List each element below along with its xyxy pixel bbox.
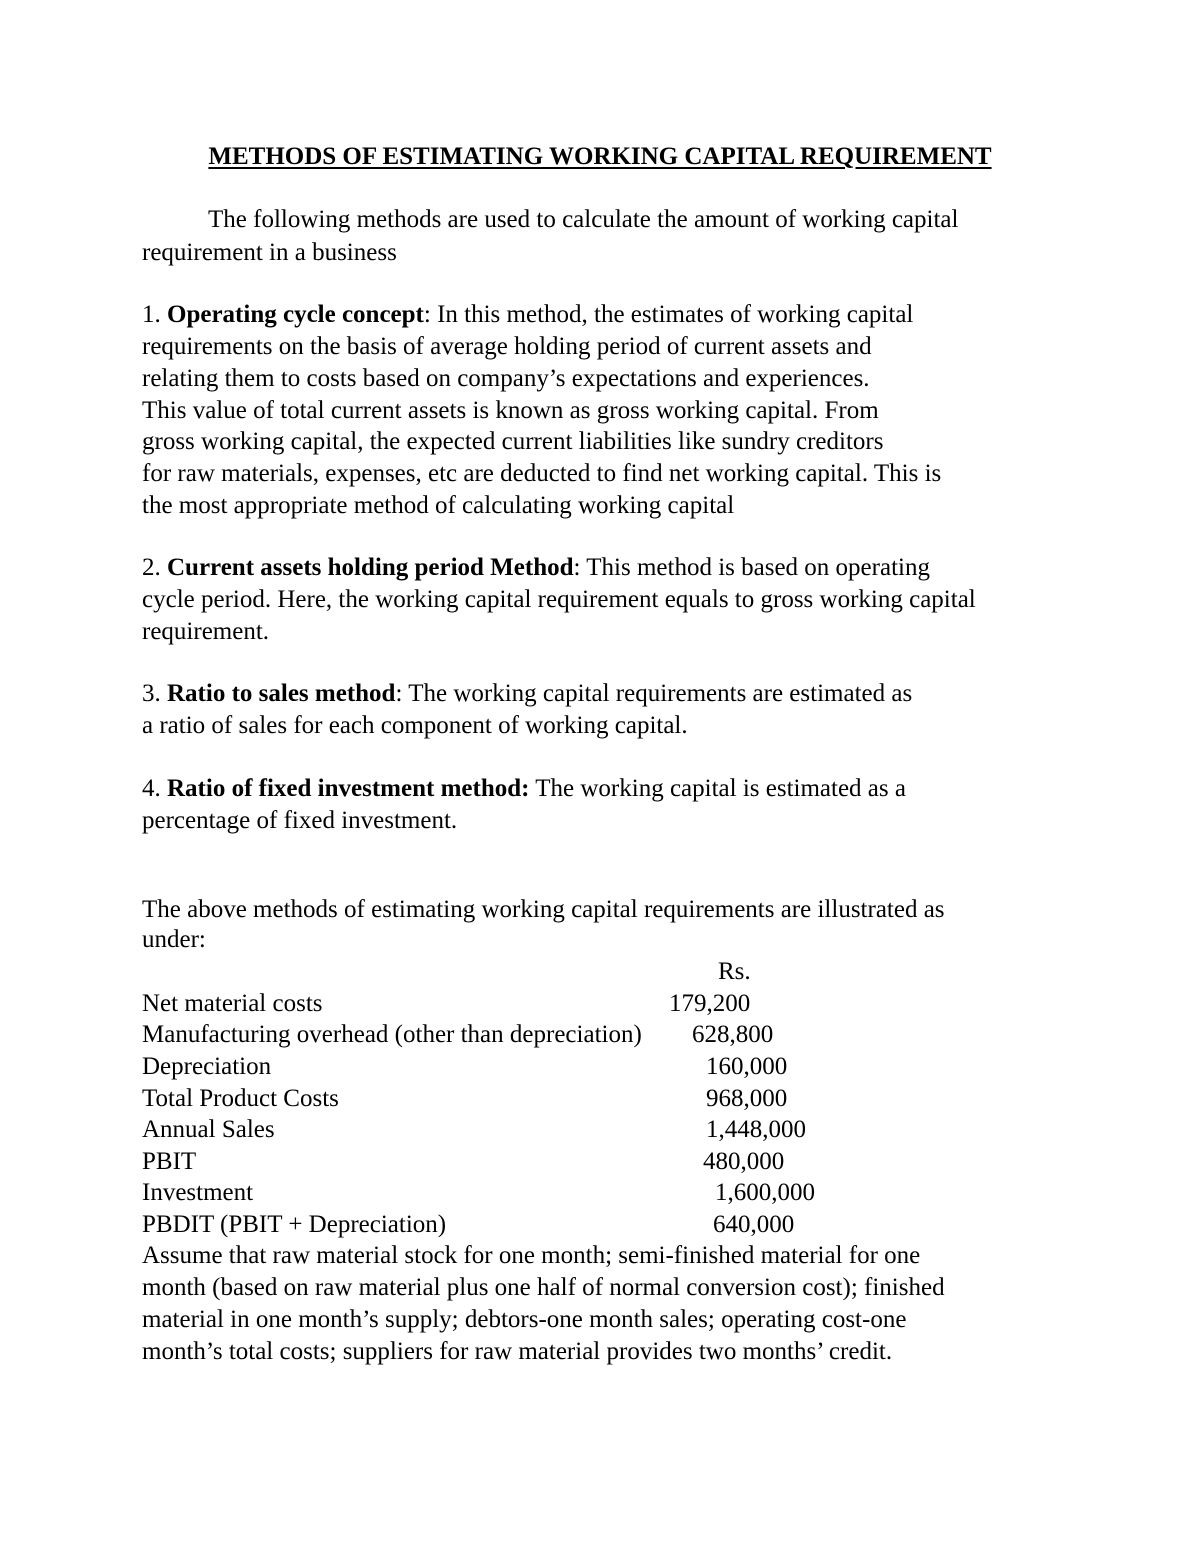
cost-row-label: Manufacturing overhead (other than depreciation) [142,1021,642,1048]
method-text: The working capital is estimated as a [529,775,906,802]
method-name: Operating cycle concept [167,301,424,328]
cost-row-label: Depreciation [142,1053,272,1080]
illustration-line-1: The above methods of estimating working capital requirements are illustrated as [142,896,945,923]
cost-row-amount: 968,000 [706,1085,788,1112]
cost-row-label: Total Product Costs [142,1085,339,1112]
method-name: Ratio of fixed investment method: [167,775,530,802]
assumption-line: Assume that raw material stock for one month; semi-finished material for one [142,1242,921,1269]
assumption-line: month’s total costs; suppliers for raw material provides two months’ credit. [142,1338,893,1365]
cost-row-label: Net material costs [142,990,323,1017]
method-number: 2. [142,554,161,581]
method-name: Ratio to sales method [167,680,396,707]
method-3-line: a ratio of sales for each component of working capital. [142,712,688,739]
cost-row-amount: 1,600,000 [715,1179,815,1206]
method-1-line: gross working capital, the expected current liabilities like sundry creditors [142,428,884,455]
method-1-line: relating them to costs based on company’s expectations and experiences. [142,365,870,392]
method-name: Current assets holding period Method [167,554,574,581]
method-2-line: cycle period. Here, the working capital requirement equals to gross working capital [142,586,976,613]
currency-header: Rs. [718,958,751,985]
cost-row-amount: 480,000 [703,1148,785,1175]
method-1-line: the most appropriate method of calculating working capital [142,492,735,519]
method-1-heading [142,299,913,330]
page-title: METHODS OF ESTIMATING WORKING CAPITAL REQUIREMENT [208,143,992,170]
intro-line-1: The following methods are used to calculate the amount of working capital [208,206,959,233]
illustration-line-2: under: [142,926,206,953]
assumption-line: month (based on raw material plus one half of normal conversion cost); finished [142,1274,945,1301]
cost-row-label: PBDIT (PBIT + Depreciation) [142,1211,447,1238]
cost-row-amount: 1,448,000 [706,1116,806,1143]
method-2-heading [142,552,930,583]
method-text: The working capital requirements are estimated as [402,680,913,707]
method-text: This method is based on operating [580,554,930,581]
method-1-line: for raw materials, expenses, etc are deducted to find net working capital. This is [142,460,942,487]
method-1-line: This value of total current assets is known as gross working capital. From [142,397,879,424]
cost-row-amount: 179,200 [669,990,751,1017]
method-number: 4. [142,775,161,802]
method-separator: : [573,554,581,581]
method-4-heading [142,773,906,804]
cost-row-label: PBIT [142,1148,197,1175]
cost-row-label: Investment [142,1179,254,1206]
method-number: 1. [142,301,161,328]
method-2-line: requirement. [142,618,270,645]
method-1-line: requirements on the basis of average holding period of current assets and [142,333,872,360]
cost-row-label: Annual Sales [142,1116,275,1143]
method-text: In this method, the estimates of working capital [430,301,914,328]
cost-row-amount: 640,000 [713,1211,795,1238]
intro-line-2: requirement in a business [142,239,397,266]
method-number: 3. [142,680,161,707]
cost-row-amount: 160,000 [706,1053,788,1080]
method-separator: : [395,680,403,707]
cost-row-amount: 628,800 [692,1021,774,1048]
assumption-line: material in one month’s supply; debtors-one month sales; operating cost-one [142,1306,907,1333]
method-4-line: percentage of fixed investment. [142,807,458,834]
method-separator: : [423,301,431,328]
method-3-heading [142,678,912,709]
